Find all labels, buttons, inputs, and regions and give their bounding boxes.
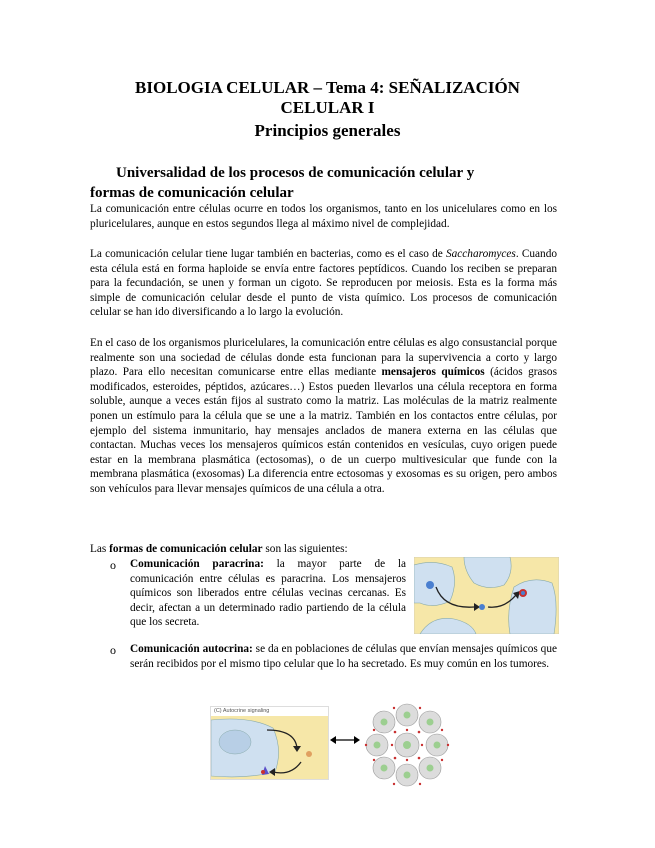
cell-nucleus [219, 730, 251, 754]
receptor-ligand [261, 770, 265, 774]
bullet-paracrina [130, 557, 406, 630]
secreting-cell [414, 562, 455, 605]
paragraph-2-text-b: . Cuando esta célula está en forma haploide se envía entre factores peptídicos. Cuando los reciben se preparan para la fecundación, se unen y forman un cigoto. Se reproducen por meiosis. Esta es la forma más simple de comunicación celular desde el punto de vista químico. Los procesos de comunicación celular se han ido diversificando a lo largo la evolución. [90, 248, 557, 319]
bound-signal [521, 591, 525, 595]
secreted-signal [306, 751, 312, 757]
forms-intro-text-a: Las [90, 543, 110, 555]
bullet-autocrina-text: se da en poblaciones de células que envían mensajes químicos que serán recibidos por el mismo tipo celular que lo ha secretado. Es muy común en los tumores. [130, 643, 557, 670]
forms-intro [90, 542, 557, 557]
paragraph-3-text-a: En el caso de los organismos pluricelulares, la comunicación entre células es algo consustancial porque realmente son una sociedad de células donde esta funcionan para la supervivencia a corto y largo plazo. Para ello necesitan comunicarse entre ellas mediante [90, 337, 557, 379]
paragraph-2 [90, 247, 557, 320]
species-name: Saccharomyces [445, 248, 516, 260]
bullet-autocrina [130, 642, 557, 671]
autocrine-signaling-figure [210, 706, 329, 780]
bullet-marker-1: o [110, 558, 116, 572]
document-subtitle: Principios generales [254, 121, 401, 140]
signal-molecule-origin [426, 581, 434, 589]
target-cell [509, 580, 556, 634]
paracrine-signaling-figure [414, 557, 559, 634]
bullet-paracrina-title: Comunicación paracrina: [130, 558, 264, 570]
double-arrow-icon [330, 734, 360, 746]
section-heading-line2: formas de comunicación celular [90, 185, 294, 201]
document-title-line2: CELULAR I [280, 98, 375, 117]
paragraph-3-bold: mensajeros químicos [381, 366, 485, 379]
forms-intro-text-b: son las siguientes: [262, 543, 348, 555]
bullet-autocrina-title: Comunicación autocrina: [130, 643, 253, 655]
bullet-marker-2: o [110, 643, 116, 657]
signal-molecule-travel [479, 604, 485, 610]
tumor-cell-cluster-figure [362, 700, 452, 790]
autocrine-diagram [211, 716, 328, 779]
bullet-paracrina-text: la mayor parte de la comunicación entre células es paracrina. Los mensajeros químicos son liberados entre células vecinas cercanas. Es decir, afectan a un determinado radio partiendo de la célula que los secreta. [130, 558, 406, 629]
forms-intro-bold: formas de comunicación celular [109, 543, 263, 555]
paragraph-1: La comunicación entre células ocurre en todos los organismos, tanto en los unicelulares como en los pluricelulares, aunque en estos segundos llega al máximo nivel de complejidad. [90, 203, 557, 230]
paragraph-3 [90, 336, 557, 497]
section-heading-line1: Universalidad de los procesos de comunicación celular y [116, 165, 475, 181]
paragraph-3-text-b: (ácidos grasos modificados, esteroides, péptidos, azúcares…) Estos pueden llevarlos una célula receptora en forma soluble, aunque a veces están fijos al sustrato como la matriz. Las moléculas de la matriz realmente ponen un estímulo para la célula que se une a la matriz. También en los contactos entre células, por ejemplo del sistema inmunitario, hay mensajes anclados de manera externa en las células que contactan. Muchas veces los mensajeros químicos están contenidos en vesículas, cuyo origen puede estar en la membrana plasmática (ectosomas), o de un cuerpo multivesicular que funde con la membrana plasmática (exosomas) La diferencia entre ectosomas y exosomas es su origen, pero ambos son vehículos para llevar mensajes químicos de una célula a otra. [90, 366, 557, 495]
document-title-line1: BIOLOGIA CELULAR – Tema 4: SEÑALIZACIÓN [135, 78, 520, 97]
paragraph-2-text-a: La comunicación celular tiene lugar también en bacterias, como es el caso de [90, 248, 446, 260]
autocrine-figure-caption: (C) Autocrine signaling [214, 708, 270, 714]
